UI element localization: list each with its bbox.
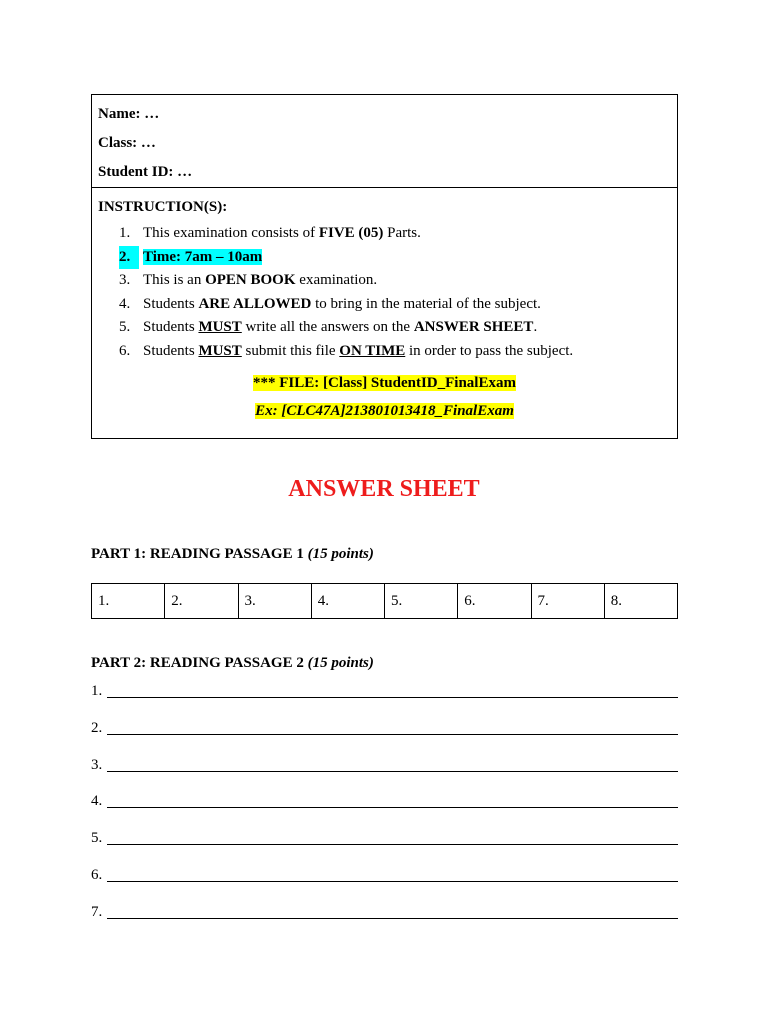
part1-answer-cell[interactable]: 2. bbox=[165, 584, 238, 619]
part1-answer-cell[interactable]: 6. bbox=[458, 584, 531, 619]
instruction-item-4: 4. Students ARE ALLOWED to bring in the material of the subject. bbox=[119, 295, 541, 312]
part1-answer-cell[interactable]: 1. bbox=[92, 584, 165, 619]
part2-answer-line[interactable]: 5. bbox=[91, 828, 678, 850]
part2-answer-line[interactable]: 3. bbox=[91, 755, 678, 777]
part1-answer-cell[interactable]: 4. bbox=[311, 584, 384, 619]
part1-answer-cell[interactable]: 5. bbox=[385, 584, 458, 619]
instructions-list bbox=[98, 222, 671, 364]
part1-answer-cell[interactable]: 7. bbox=[531, 584, 604, 619]
student-info-section bbox=[92, 95, 677, 188]
part1-answer-cell[interactable]: 3. bbox=[238, 584, 311, 619]
instruction-item-3: 3. This is an OPEN BOOK examination. bbox=[119, 272, 378, 289]
part2-answer-line[interactable]: 6. bbox=[91, 865, 678, 887]
name-field[interactable]: Name: … bbox=[98, 106, 160, 122]
instructions-section bbox=[92, 188, 677, 422]
exam-info-box bbox=[91, 94, 678, 439]
part2-answer-line[interactable]: 4. bbox=[91, 791, 678, 813]
part1-heading: PART 1: READING PASSAGE 1 (15 points) bbox=[91, 546, 374, 562]
file-naming-example: Ex: [CLC47A]213801013418_FinalExam bbox=[255, 402, 514, 419]
instructions-title: INSTRUCTION(S): bbox=[98, 199, 228, 215]
file-naming-rule: *** FILE: [Class] StudentID_FinalExam bbox=[253, 374, 516, 391]
answer-sheet-title: ANSWER SHEET bbox=[288, 476, 480, 502]
part2-answer-line[interactable]: 1. bbox=[91, 681, 678, 703]
part2-answer-line[interactable]: 7. bbox=[91, 902, 678, 924]
instruction-item-6: 6. Students MUST submit this file ON TIME in order to pass the subject. bbox=[119, 342, 574, 359]
part1-answer-cell[interactable]: 8. bbox=[604, 584, 677, 619]
part2-heading: PART 2: READING PASSAGE 2 (15 points) bbox=[91, 655, 374, 671]
instruction-item-1: 1. This examination consists of FIVE (05) Parts. bbox=[119, 225, 421, 241]
class-field[interactable]: Class: … bbox=[98, 135, 156, 151]
student-id-field[interactable]: Student ID: … bbox=[98, 164, 193, 180]
part1-answer-table bbox=[91, 583, 678, 619]
instruction-item-2: 2. Time: 7am – 10am bbox=[98, 246, 671, 270]
instruction-item-5: 5. Students MUST write all the answers on the ANSWER SHEET. bbox=[119, 319, 538, 336]
exam-time: Time: 7am – 10am bbox=[143, 248, 263, 265]
part2-answer-line[interactable]: 2. bbox=[91, 718, 678, 740]
